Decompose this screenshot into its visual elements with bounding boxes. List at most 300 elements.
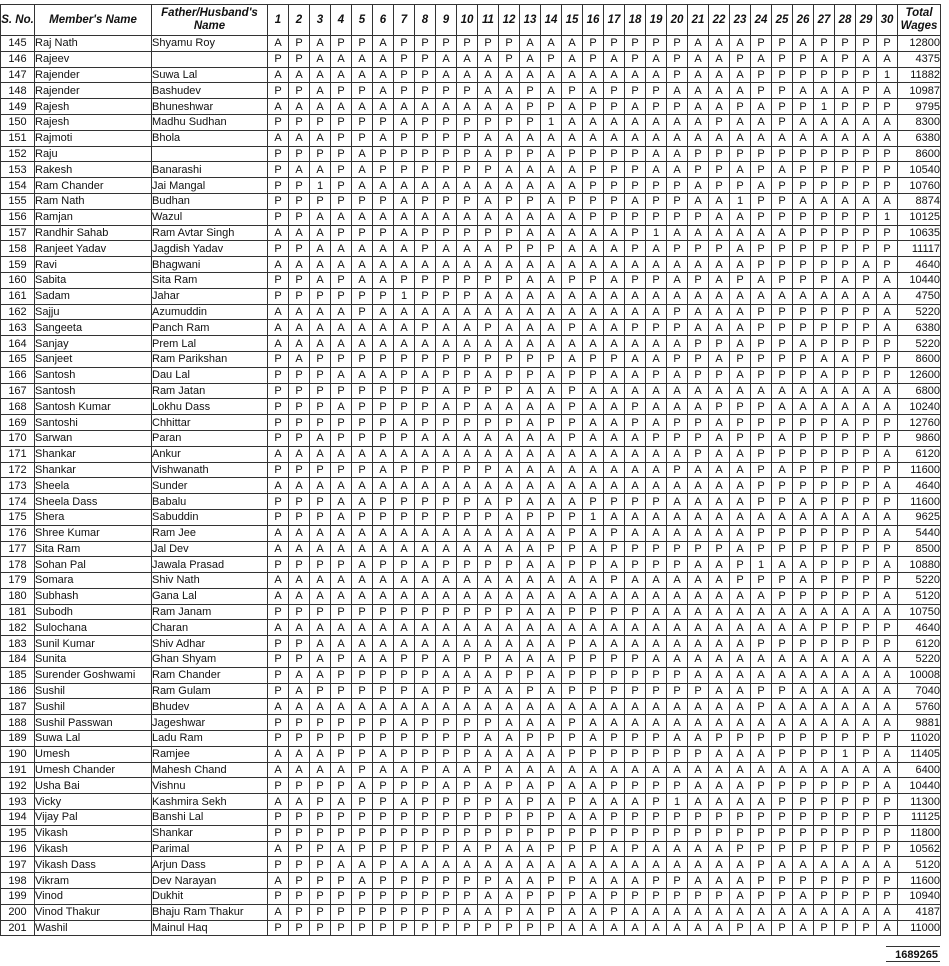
attendance-cell: A [352, 557, 373, 573]
attendance-cell: A [646, 336, 667, 352]
attendance-cell: A [688, 794, 709, 810]
attendance-cell: P [751, 494, 772, 510]
attendance-cell: P [583, 557, 604, 573]
attendance-cell: P [373, 683, 394, 699]
attendance-cell: A [709, 304, 730, 320]
total-wages-cell: 11882 [898, 67, 941, 83]
attendance-cell: P [814, 557, 835, 573]
attendance-cell: P [331, 652, 352, 668]
attendance-cell: A [835, 415, 856, 431]
attendance-cell: P [835, 494, 856, 510]
attendance-cell: P [352, 509, 373, 525]
father-husband-name-cell: Chhittar [152, 415, 268, 431]
attendance-cell: P [646, 683, 667, 699]
attendance-cell: A [856, 288, 877, 304]
attendance-cell: P [814, 146, 835, 162]
attendance-cell: A [394, 715, 415, 731]
attendance-cell: A [289, 446, 310, 462]
attendance-cell: P [730, 272, 751, 288]
attendance-cell: A [562, 36, 583, 52]
serial-number-cell: 186 [1, 683, 35, 699]
table-row [1, 162, 941, 178]
attendance-cell: P [793, 241, 814, 257]
attendance-cell: A [541, 699, 562, 715]
attendance-cell: A [667, 588, 688, 604]
attendance-cell: A [331, 857, 352, 873]
attendance-cell: P [793, 99, 814, 115]
member-name-cell: Sheela Dass [35, 494, 152, 510]
attendance-cell: P [268, 415, 289, 431]
attendance-cell: A [667, 478, 688, 494]
header-day-12: 12 [499, 5, 520, 36]
attendance-cell: P [625, 320, 646, 336]
attendance-cell: A [646, 715, 667, 731]
attendance-cell: A [352, 51, 373, 67]
attendance-cell: A [730, 257, 751, 273]
total-wages-cell: 5760 [898, 699, 941, 715]
attendance-cell: P [478, 225, 499, 241]
serial-number-cell: 195 [1, 825, 35, 841]
attendance-cell: P [268, 857, 289, 873]
attendance-cell: A [499, 509, 520, 525]
serial-number-cell: 191 [1, 762, 35, 778]
table-row [1, 67, 941, 83]
attendance-cell: P [268, 351, 289, 367]
table-row [1, 683, 941, 699]
serial-number-cell: 190 [1, 746, 35, 762]
attendance-cell: P [604, 889, 625, 905]
attendance-cell: P [583, 652, 604, 668]
attendance-cell: A [478, 620, 499, 636]
attendance-cell: A [709, 288, 730, 304]
father-husband-name-cell: Madhu Sudhan [152, 114, 268, 130]
father-husband-name-cell: Gana Lal [152, 588, 268, 604]
attendance-cell: P [793, 731, 814, 747]
attendance-cell: A [688, 225, 709, 241]
attendance-cell: P [646, 778, 667, 794]
member-name-cell: Somara [35, 573, 152, 589]
attendance-cell: A [415, 478, 436, 494]
attendance-cell: A [520, 699, 541, 715]
attendance-cell: P [331, 604, 352, 620]
attendance-cell: A [415, 367, 436, 383]
attendance-cell: P [394, 731, 415, 747]
attendance-cell: P [415, 889, 436, 905]
father-husband-name-cell [152, 146, 268, 162]
attendance-cell: A [730, 715, 751, 731]
attendance-cell: P [730, 351, 751, 367]
attendance-cell: P [709, 146, 730, 162]
member-name-cell: Vicky [35, 794, 152, 810]
attendance-cell: A [331, 320, 352, 336]
attendance-cell: A [709, 225, 730, 241]
attendance-cell: P [583, 146, 604, 162]
attendance-cell: P [436, 810, 457, 826]
attendance-cell: A [541, 162, 562, 178]
attendance-cell: P [793, 478, 814, 494]
attendance-cell: A [541, 130, 562, 146]
attendance-cell: P [625, 667, 646, 683]
attendance-cell: P [415, 51, 436, 67]
attendance-cell: A [457, 636, 478, 652]
attendance-cell: P [772, 51, 793, 67]
attendance-cell: A [646, 699, 667, 715]
attendance-cell: P [331, 415, 352, 431]
attendance-cell: P [457, 415, 478, 431]
attendance-cell: A [835, 130, 856, 146]
attendance-cell: A [373, 209, 394, 225]
attendance-cell: A [562, 494, 583, 510]
attendance-cell: A [709, 36, 730, 52]
attendance-cell: A [457, 841, 478, 857]
attendance-cell: P [394, 51, 415, 67]
attendance-cell: A [541, 193, 562, 209]
attendance-cell: P [352, 715, 373, 731]
attendance-cell: P [751, 351, 772, 367]
attendance-cell: A [688, 652, 709, 668]
attendance-cell: P [352, 762, 373, 778]
attendance-cell: A [604, 415, 625, 431]
attendance-cell: P [394, 36, 415, 52]
attendance-cell: A [667, 762, 688, 778]
attendance-cell: A [457, 320, 478, 336]
header-day-22: 22 [709, 5, 730, 36]
attendance-cell: A [310, 478, 331, 494]
attendance-cell: A [478, 857, 499, 873]
attendance-cell: P [436, 557, 457, 573]
attendance-cell: A [310, 36, 331, 52]
attendance-cell: P [625, 209, 646, 225]
attendance-cell: P [310, 367, 331, 383]
attendance-cell: A [625, 193, 646, 209]
attendance-cell: A [478, 573, 499, 589]
table-row [1, 494, 941, 510]
attendance-cell: P [709, 367, 730, 383]
attendance-cell: A [625, 873, 646, 889]
total-wages-cell: 11117 [898, 241, 941, 257]
attendance-cell: P [604, 904, 625, 920]
attendance-cell: P [415, 130, 436, 146]
father-husband-name-cell: Parimal [152, 841, 268, 857]
attendance-cell: A [751, 746, 772, 762]
attendance-cell: A [415, 525, 436, 541]
member-name-cell: Vijay Pal [35, 810, 152, 826]
table-row [1, 667, 941, 683]
attendance-cell: P [856, 36, 877, 52]
attendance-cell: A [394, 446, 415, 462]
attendance-cell: P [814, 478, 835, 494]
attendance-cell: A [604, 636, 625, 652]
attendance-cell: A [394, 415, 415, 431]
attendance-cell: P [583, 667, 604, 683]
attendance-cell: P [814, 462, 835, 478]
attendance-cell: A [373, 699, 394, 715]
attendance-cell: A [772, 604, 793, 620]
table-row [1, 209, 941, 225]
attendance-cell: P [793, 257, 814, 273]
attendance-cell: P [457, 272, 478, 288]
attendance-cell: A [541, 683, 562, 699]
attendance-cell: P [856, 225, 877, 241]
member-name-cell: Sajju [35, 304, 152, 320]
attendance-cell: A [478, 683, 499, 699]
attendance-cell: P [499, 241, 520, 257]
attendance-cell: A [793, 509, 814, 525]
serial-number-cell: 167 [1, 383, 35, 399]
attendance-cell: P [457, 225, 478, 241]
attendance-cell: P [520, 667, 541, 683]
attendance-cell: P [268, 51, 289, 67]
attendance-cell: P [373, 399, 394, 415]
attendance-cell: P [352, 810, 373, 826]
attendance-cell: P [268, 462, 289, 478]
header-day-5: 5 [352, 5, 373, 36]
attendance-cell: A [856, 699, 877, 715]
attendance-cell: A [499, 652, 520, 668]
attendance-cell: A [310, 304, 331, 320]
attendance-cell: P [772, 636, 793, 652]
attendance-cell: P [394, 430, 415, 446]
attendance-cell: P [772, 336, 793, 352]
attendance-cell: A [583, 620, 604, 636]
serial-number-cell: 183 [1, 636, 35, 652]
member-name-cell: Santosh [35, 383, 152, 399]
attendance-cell: A [583, 257, 604, 273]
attendance-cell: P [667, 320, 688, 336]
attendance-cell: P [541, 778, 562, 794]
attendance-cell: A [268, 541, 289, 557]
attendance-cell: A [541, 209, 562, 225]
attendance-cell: P [604, 825, 625, 841]
attendance-cell: P [604, 573, 625, 589]
attendance-cell: P [814, 636, 835, 652]
attendance-cell: P [520, 241, 541, 257]
attendance-cell: P [436, 494, 457, 510]
attendance-cell: A [331, 509, 352, 525]
attendance-cell: P [646, 272, 667, 288]
attendance-cell: P [856, 146, 877, 162]
attendance-cell: A [268, 99, 289, 115]
attendance-cell: A [688, 193, 709, 209]
attendance-cell: P [394, 367, 415, 383]
attendance-cell: P [562, 367, 583, 383]
attendance-cell: A [793, 83, 814, 99]
attendance-cell: P [646, 889, 667, 905]
father-husband-name-cell: Dukhit [152, 889, 268, 905]
attendance-cell: A [709, 857, 730, 873]
table-row [1, 83, 941, 99]
attendance-cell: A [562, 209, 583, 225]
attendance-cell: A [604, 762, 625, 778]
attendance-cell: A [667, 383, 688, 399]
attendance-cell: A [604, 699, 625, 715]
attendance-cell: P [772, 178, 793, 194]
attendance-cell: P [646, 873, 667, 889]
attendance-cell: P [814, 778, 835, 794]
attendance-cell: A [499, 67, 520, 83]
attendance-cell: A [730, 67, 751, 83]
header-day-1: 1 [268, 5, 289, 36]
attendance-cell: P [646, 794, 667, 810]
attendance-cell: A [709, 383, 730, 399]
attendance-cell: P [835, 889, 856, 905]
attendance-cell: P [436, 415, 457, 431]
attendance-cell: A [457, 667, 478, 683]
attendance-cell: A [331, 367, 352, 383]
attendance-cell: P [562, 652, 583, 668]
attendance-cell: P [772, 825, 793, 841]
attendance-cell: A [478, 209, 499, 225]
attendance-cell: P [268, 430, 289, 446]
attendance-cell: P [331, 114, 352, 130]
attendance-cell: P [352, 604, 373, 620]
attendance-cell: A [541, 494, 562, 510]
attendance-cell: P [646, 83, 667, 99]
attendance-cell: P [646, 193, 667, 209]
attendance-cell: A [877, 652, 898, 668]
total-wages-cell: 12800 [898, 36, 941, 52]
attendance-cell: P [415, 36, 436, 52]
attendance-cell: P [625, 399, 646, 415]
attendance-cell: P [394, 810, 415, 826]
attendance-cell: P [814, 446, 835, 462]
attendance-cell: P [877, 146, 898, 162]
attendance-cell: P [268, 920, 289, 936]
attendance-cell: A [289, 336, 310, 352]
attendance-cell: P [562, 873, 583, 889]
attendance-cell: P [625, 272, 646, 288]
attendance-cell: P [793, 525, 814, 541]
attendance-cell: A [688, 604, 709, 620]
attendance-cell: P [625, 225, 646, 241]
attendance-cell: A [415, 257, 436, 273]
attendance-cell: A [751, 114, 772, 130]
attendance-cell: P [667, 51, 688, 67]
attendance-cell: A [709, 494, 730, 510]
attendance-cell: A [436, 573, 457, 589]
attendance-cell: A [520, 841, 541, 857]
attendance-cell: A [310, 636, 331, 652]
serial-number-cell: 156 [1, 209, 35, 225]
attendance-cell: A [688, 99, 709, 115]
attendance-cell: A [856, 399, 877, 415]
attendance-cell: P [793, 304, 814, 320]
attendance-cell: A [520, 904, 541, 920]
attendance-cell: A [730, 889, 751, 905]
attendance-cell: P [562, 383, 583, 399]
attendance-cell: P [436, 746, 457, 762]
attendance-cell: P [499, 825, 520, 841]
attendance-cell: A [646, 857, 667, 873]
attendance-cell: P [562, 557, 583, 573]
attendance-cell: A [730, 241, 751, 257]
member-name-cell: Santosh Kumar [35, 399, 152, 415]
attendance-cell: P [688, 541, 709, 557]
attendance-cell: P [583, 604, 604, 620]
header-day-29: 29 [856, 5, 877, 36]
serial-number-cell: 187 [1, 699, 35, 715]
table-row [1, 415, 941, 431]
attendance-cell: P [394, 604, 415, 620]
attendance-cell: P [583, 367, 604, 383]
attendance-cell: P [394, 778, 415, 794]
attendance-cell: A [835, 114, 856, 130]
header-day-21: 21 [688, 5, 709, 36]
attendance-cell: A [625, 715, 646, 731]
attendance-cell: P [436, 731, 457, 747]
attendance-cell: P [751, 415, 772, 431]
attendance-cell: P [289, 604, 310, 620]
attendance-cell: P [856, 889, 877, 905]
table-row [1, 478, 941, 494]
serial-number-cell: 165 [1, 351, 35, 367]
attendance-cell: A [730, 225, 751, 241]
total-wages-cell: 9795 [898, 99, 941, 115]
attendance-cell: A [814, 288, 835, 304]
attendance-cell: A [730, 114, 751, 130]
attendance-cell: P [331, 825, 352, 841]
attendance-cell: A [310, 272, 331, 288]
attendance-cell: A [310, 225, 331, 241]
attendance-cell: A [730, 383, 751, 399]
attendance-cell: P [835, 841, 856, 857]
attendance-cell: P [688, 446, 709, 462]
table-row [1, 320, 941, 336]
attendance-cell: P [835, 573, 856, 589]
attendance-cell: A [499, 889, 520, 905]
attendance-cell: P [415, 715, 436, 731]
attendance-cell: P [646, 557, 667, 573]
attendance-cell: A [625, 367, 646, 383]
attendance-cell: P [856, 525, 877, 541]
attendance-cell: P [856, 541, 877, 557]
attendance-cell: P [415, 873, 436, 889]
attendance-cell: A [688, 51, 709, 67]
attendance-cell: P [751, 241, 772, 257]
attendance-cell: A [667, 257, 688, 273]
attendance-cell: P [268, 146, 289, 162]
attendance-cell: P [667, 241, 688, 257]
attendance-cell: A [709, 209, 730, 225]
attendance-cell: P [667, 746, 688, 762]
attendance-cell: A [667, 920, 688, 936]
attendance-cell: A [499, 588, 520, 604]
attendance-cell: A [499, 541, 520, 557]
attendance-cell: A [310, 652, 331, 668]
attendance-cell: A [604, 367, 625, 383]
attendance-cell: P [415, 320, 436, 336]
attendance-cell: P [730, 731, 751, 747]
attendance-cell: P [457, 873, 478, 889]
member-name-cell: Sarwan [35, 430, 152, 446]
table-row [1, 778, 941, 794]
attendance-cell: A [436, 778, 457, 794]
attendance-cell: A [499, 746, 520, 762]
attendance-cell: A [793, 573, 814, 589]
attendance-cell: P [478, 873, 499, 889]
attendance-cell: P [793, 825, 814, 841]
attendance-cell: P [373, 810, 394, 826]
attendance-cell: P [436, 509, 457, 525]
attendance-cell: A [814, 114, 835, 130]
attendance-cell: A [793, 699, 814, 715]
attendance-cell: A [562, 336, 583, 352]
attendance-cell: P [583, 351, 604, 367]
attendance-cell: P [751, 778, 772, 794]
attendance-cell: P [499, 146, 520, 162]
attendance-cell: A [730, 746, 751, 762]
attendance-cell: A [478, 241, 499, 257]
